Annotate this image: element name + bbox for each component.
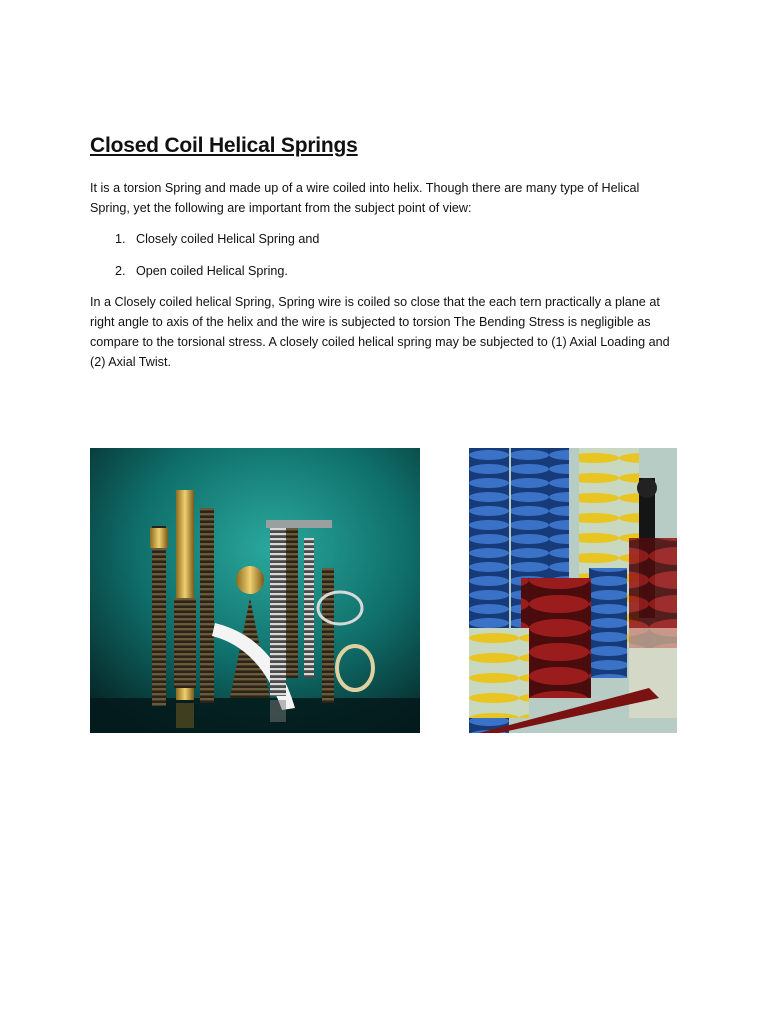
list-number: 1. <box>115 232 126 246</box>
page-title: Closed Coil Helical Springs <box>90 134 358 157</box>
body-paragraph: In a Closely coiled helical Spring, Spring wire is coiled so close that the each tern practically a plane at right angle to axis of the helix and the wire is subjected to torsion The Bending Stress is negligible as compare to the torsional stress. A closely coiled helical spring may be subjected to (1) Axial Loading and (2) Axial Twist. <box>90 295 670 369</box>
intro-paragraph: It is a torsion Spring and made up of a wire coiled into helix. Though there are many type of Helical Spring, yet the following are important from the subject point of view: <box>90 181 640 215</box>
list-item <box>115 229 319 249</box>
list-item <box>115 261 288 281</box>
list-text: Closely coiled Helical Spring and <box>136 232 320 246</box>
assorted-springs-photo <box>90 448 420 733</box>
list-number: 2. <box>115 264 126 278</box>
colored-coil-springs-photo <box>469 448 677 733</box>
list-text: Open coiled Helical Spring. <box>136 264 288 278</box>
